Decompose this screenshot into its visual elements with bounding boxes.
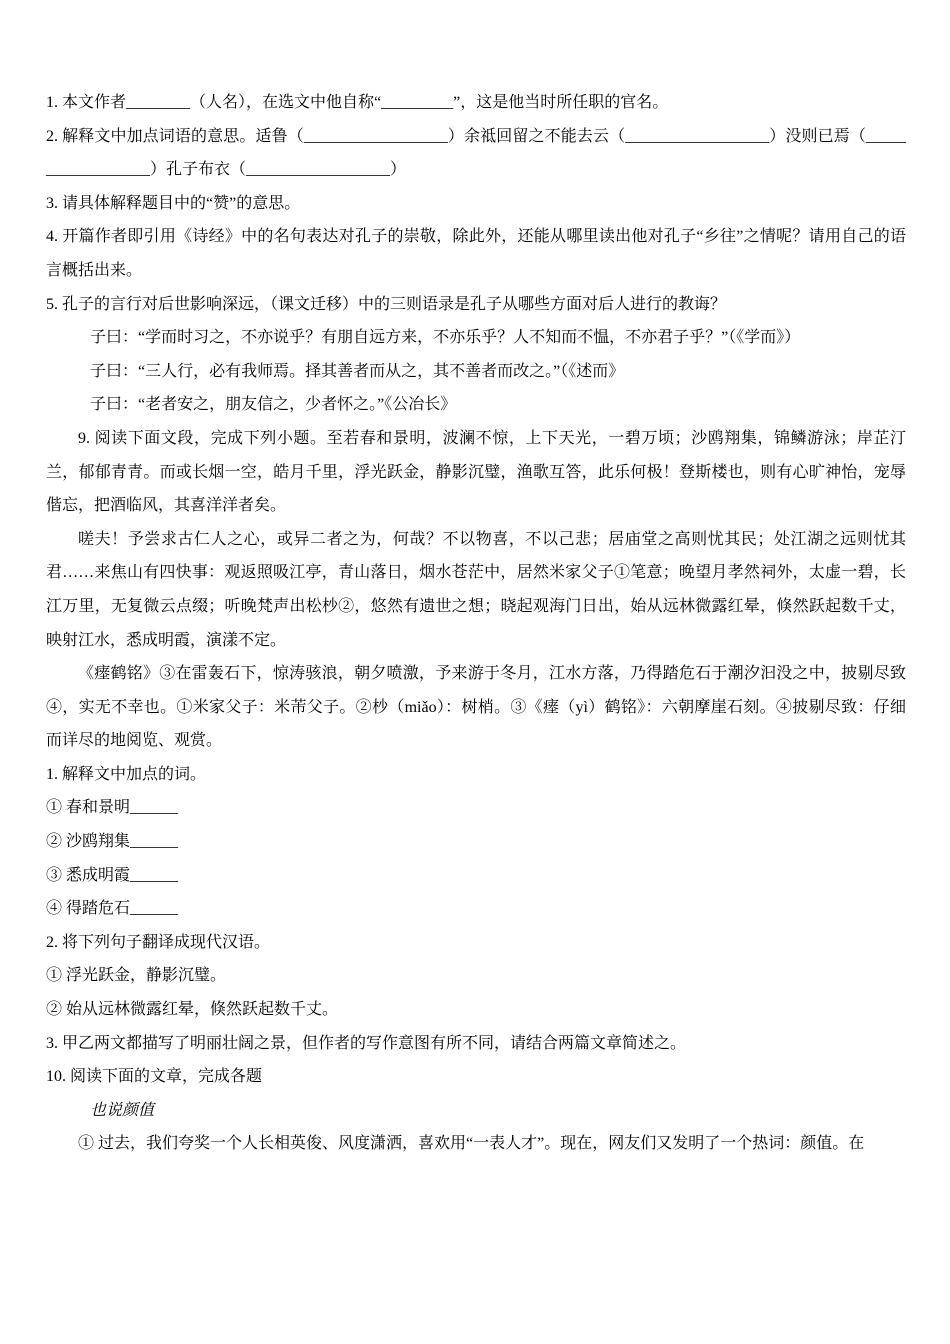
paragraph: 《瘗鹤铭》③在雷轰石下，惊涛骇浪，朝夕喷激，予来游于冬月，江水方落，乃得踏危石于潮汐汩没之中，披剔尽致④，实无不幸也。①米家父子：米芾父子。②杪（miǎo）：树梢。③《瘗（yì）鹤铭》：六朝摩崖石刻。④披剔尽致：仔细而详尽的地阅览、观赏。 bbox=[46, 665, 906, 750]
paragraph: 1. 解释文中加点的词。 bbox=[46, 765, 207, 783]
paragraph: 也说颜值 bbox=[90, 1101, 155, 1119]
paragraph: 9. 阅读下面文段，完成下列小题。至若春和景明，波澜不惊，上下天光，一碧万顷；沙鸥翔集，锦鳞游泳；岸芷汀兰，郁郁青青。而或长烟一空，皓月千里，浮光跃金，静影沉璧，渔歌互答，此乐何极！登斯楼也，则有心旷神怡，宠辱偕忘，把酒临风，其喜洋洋者矣。 bbox=[46, 429, 906, 515]
paragraph: 2. 解释文中加点词语的意思。适鲁（__________________）余祗回留之不能去云（__________________）没则已焉（__________________）孔子布衣（__________________） bbox=[46, 127, 906, 179]
paragraph: 1. 本文作者________（人名），在选文中他自称“_________”，这是他当时所任职的官名。 bbox=[46, 94, 669, 111]
paragraph: 嗟夫！予尝求古仁人之心，或异二者之为，何哉？不以物喜，不以己悲；居庙堂之高则忧其民；处江湖之远则忧其君……来焦山有四快事：观返照吸江亭，青山落日，烟水苍茫中，居然米家父子①笔意；晚望月孝然祠外，太虚一碧，长江万里，无复微云点缀；听晚梵声出松杪②，悠然有遗世之想；晓起观海门日出，始从远林微露红晕，倏然跃起数千丈，映射江水，悉成明霞，演漾不定。 bbox=[46, 530, 906, 649]
paragraph: 子曰：“三人行，必有我师焉。择其善者而从之，其不善者而改之。”（《述而》 bbox=[90, 362, 625, 380]
paragraph: ① 过去，我们夸奖一个人长相英俊、风度潇洒，喜欢用“一表人才”。现在，网友们又发明了一个热词：颜值。在 bbox=[78, 1135, 865, 1153]
paragraph: 子曰：“老者安之，朋友信之，少者怀之。”《公冶长》 bbox=[90, 396, 457, 414]
paragraph: ② 始从远林微露红晕，倏然跃起数千丈。 bbox=[46, 1001, 339, 1019]
paragraph: ③ 悉成明霞______ bbox=[46, 866, 179, 884]
paragraph: 5. 孔子的言行对后世影响深远，（课文迁移）中的三则语录是孔子从哪些方面对后人进行的教诲？ bbox=[46, 295, 727, 313]
paragraph: ① 春和景明______ bbox=[46, 799, 179, 817]
paragraph: ① 浮光跃金，静影沉璧。 bbox=[46, 967, 227, 985]
paragraph: 子曰：“学而时习之，不亦说乎？有朋自远方来，不亦乐乎？人不知而不愠，不亦君子乎？”（《学而》） bbox=[90, 329, 801, 347]
paragraph: 4. 开篇作者即引用《诗经》中的名句表达对孔子的崇敬，除此外，还能从哪里读出他对孔子“乡往”之情呢？请用自己的语言概括出来。 bbox=[46, 228, 906, 279]
paragraph: 3. 请具体解释题目中的“赞”的意思。 bbox=[46, 194, 301, 212]
paragraph: ④ 得踏危石______ bbox=[46, 900, 179, 918]
paragraph: 3. 甲乙两文都描写了明丽壮阔之景，但作者的写作意图有所不同，请结合两篇文章简述之。 bbox=[46, 1034, 687, 1052]
paragraph: 10. 阅读下面的文章，完成各题 bbox=[46, 1068, 263, 1086]
paragraph: 2. 将下列句子翻译成现代汉语。 bbox=[46, 933, 271, 951]
paragraph: ② 沙鸥翔集______ bbox=[46, 833, 179, 851]
